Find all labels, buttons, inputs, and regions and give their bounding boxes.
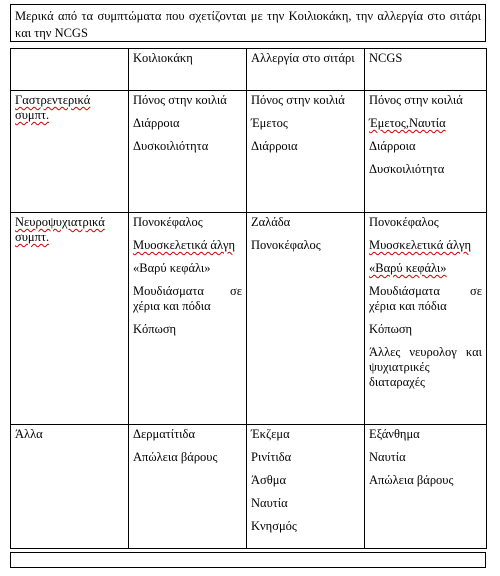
symptom-item: Πόνος στην κοιλιά bbox=[133, 93, 227, 107]
symptom-item: Έμετος,Ναυτία bbox=[369, 116, 446, 130]
symptom-item: Έμετος bbox=[251, 116, 288, 130]
symptom-item: Κνησμός bbox=[251, 519, 297, 533]
symptom-item: Διάρροια bbox=[133, 116, 180, 130]
empty-footer-row bbox=[10, 552, 486, 568]
ncgs-cell bbox=[365, 213, 487, 425]
symptom-item: Εξάνθημα bbox=[369, 427, 420, 441]
ncgs-cell bbox=[365, 425, 487, 549]
symptom-item: Διάρροια bbox=[251, 139, 298, 153]
symptom-item: Μουδιάσματα σε χέρια και πόδια bbox=[133, 284, 242, 313]
symptom-item: Ναυτία bbox=[251, 496, 288, 510]
header-cell-celiac: Κοιλιοκάκη bbox=[129, 49, 247, 91]
symptom-item: Διάρροια bbox=[369, 139, 416, 153]
celiac-cell bbox=[129, 91, 247, 213]
category-cell bbox=[11, 91, 129, 213]
header-cell-empty bbox=[11, 49, 129, 91]
symptom-item: Πόνος στην κοιλιά bbox=[369, 93, 463, 107]
category-label: Άλλα bbox=[15, 427, 43, 441]
wheat-allergy-cell bbox=[247, 91, 365, 213]
document-page bbox=[10, 4, 488, 568]
celiac-cell bbox=[129, 213, 247, 425]
symptom-item: Ναυτία bbox=[369, 450, 406, 464]
table-row bbox=[11, 91, 487, 213]
table-caption bbox=[10, 4, 486, 42]
wheat-allergy-cell bbox=[247, 425, 365, 549]
symptom-item: Δυσκοιλιότητα bbox=[369, 162, 445, 176]
symptom-item: Άσθμα bbox=[251, 473, 287, 487]
symptom-item: Απώλεια βάρους bbox=[369, 473, 454, 487]
symptom-item: Ζαλάδα bbox=[251, 215, 291, 229]
category-label: Γαστρεντερικά συμπτ. bbox=[15, 93, 91, 122]
symptom-item: Δερματίτιδα bbox=[133, 427, 195, 441]
symptom-item: Άλλες νευρολογ και ψυχιατρικές διαταραχές bbox=[369, 345, 482, 389]
header-cell-wheat-allergy: Αλλεργία στο σιτάρι bbox=[247, 49, 365, 91]
symptom-item: Δυσκοιλιότητα bbox=[133, 139, 209, 153]
category-label: Νευροψυχιατρικά συμπτ. bbox=[15, 215, 105, 244]
header-row bbox=[11, 49, 487, 91]
wheat-allergy-cell bbox=[247, 213, 365, 425]
table-row bbox=[11, 213, 487, 425]
category-cell bbox=[11, 213, 129, 425]
caption-text: Μερικά από τα συμπτώματα που σχετίζονται με την Κοιλιοκάκη, την αλλεργία στο σιτάρι και την NCGS bbox=[15, 9, 481, 40]
ncgs-cell bbox=[365, 91, 487, 213]
symptoms-table bbox=[10, 48, 487, 549]
table-row bbox=[11, 425, 487, 549]
symptom-item: Πονοκέφαλος bbox=[133, 215, 203, 229]
symptom-item: Πονοκέφαλος bbox=[251, 238, 321, 252]
celiac-cell bbox=[129, 425, 247, 549]
symptom-item: Απώλεια βάρους bbox=[133, 450, 218, 464]
symptom-item: Κόπωση bbox=[133, 322, 177, 336]
category-cell bbox=[11, 425, 129, 549]
symptom-item: Πονοκέφαλος bbox=[369, 215, 439, 229]
symptom-item: Ρινίτιδα bbox=[251, 450, 292, 464]
symptom-item: Κόπωση bbox=[369, 322, 413, 336]
symptom-item: Μυοσκελετικά άλγη bbox=[133, 238, 236, 252]
header-cell-ncgs: NCGS bbox=[365, 49, 487, 91]
symptom-item: Μουδιάσματα σε χέρια και πόδια bbox=[369, 284, 482, 313]
symptom-item: Έκζεμα bbox=[251, 427, 290, 441]
symptom-item: Μυοσκελετικά άλγη bbox=[369, 238, 472, 252]
symptom-item: «Βαρύ κεφάλι» bbox=[369, 261, 447, 275]
symptom-item: Πόνος στην κοιλιά bbox=[251, 93, 345, 107]
symptom-item: «Βαρύ κεφάλι» bbox=[133, 261, 211, 275]
